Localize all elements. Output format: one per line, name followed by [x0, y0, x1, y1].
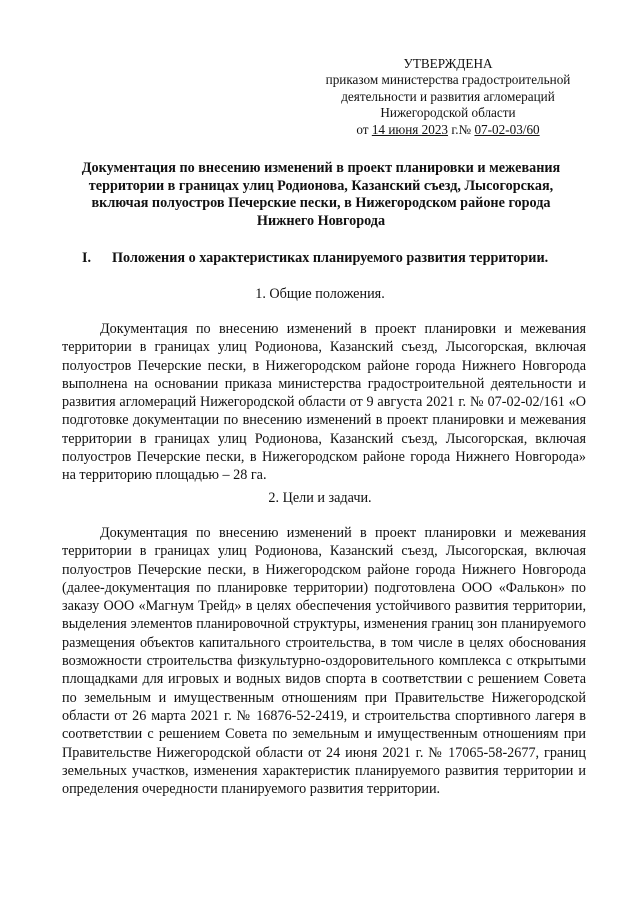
- subsection-text-general: Документация по внесению изменений в проект планировки и межевания территории в границах улиц Родионова, Казанский съезд, Лысогорская, включая полуостров Печерские пески, в Нижегородском районе города Нижнего Новгорода выполнена на основании приказа министерства градостроительной деятельности и развития агломераций Нижегородской области от 9 августа 2021 г. № 07-02-02/161 «О подготовке документации по внесению изменений в проект планировки и межевания территории в границах улиц Родионова, Казанский съезд, Лысогорская, включая полуостров Печерские пески, в Нижегородском районе города Нижнего Новгорода» на территорию площадью – 28 га.: [62, 321, 586, 484]
- approval-number: 07-02-03/60: [474, 121, 540, 137]
- document-title: Документация по внесению изменений в проект планировки и межевания территории в границах улиц Родионова, Казанский съезд, Лысогорская, включая полуостров Печерские пески, в Нижегородском районе города Нижнего Новгорода: [81, 160, 561, 229]
- subsection-heading-general: 1. Общие положения.: [255, 286, 385, 302]
- approval-stamp: [322, 56, 574, 138]
- section-number: I.: [82, 250, 92, 266]
- subsection-heading-goals: 2. Цели и задачи.: [268, 490, 372, 506]
- approval-status: УТВЕРЖДЕНА: [403, 56, 493, 71]
- approval-line-2: деятельности и развития агломераций: [341, 88, 555, 104]
- section-title: Положения о характеристиках планируемого развития территории.: [112, 250, 549, 266]
- subsection-text-goals: Документация по внесению изменений в проект планировки и межевания территории в границах улиц Родионова, Казанский съезд, Лысогорская, включая полуостров Печерские пески, в Нижегородском районе города Нижнего Новгорода (далее-документация по планировке территории) подготовлена ООО «Фалькон» по заказу ООО «Магнум Трейд» в целях обеспечения устойчивого развития территории, выделения элементов планировочной структуры, изменения границ зон планируемого размещения объектов капитального строительства, в том числе в целях обоснования возможности строительства физкультурно-оздоровительного комплекса с открытыми площадками для игровых и водных видов спорта в соответствии с решением Совета по земельным и имущественным отношениям при Правительстве Нижегородской области от 26 марта 2021 г. № 16876-52-2419, и строительства спортивного лагеря в соответствии с решением Совета по земельным и имущественным отношениям при Правительстве Нижегородской области от 24 июня 2021 г. № 17065-58-2677, границ земельных участков, изменения характеристик планируемого развития территории и определения очередности планируемого развития территории.: [62, 525, 586, 798]
- section-heading: [82, 249, 582, 267]
- approval-line-3: Нижегородской области: [380, 105, 516, 121]
- approval-date-line: [322, 122, 574, 138]
- approval-date-prefix: от: [356, 121, 372, 137]
- approval-line-1: приказом министерства градостроительной: [325, 72, 571, 88]
- approval-number-prefix: г.№: [448, 121, 475, 137]
- approval-date: 14 июня 2023: [371, 121, 449, 137]
